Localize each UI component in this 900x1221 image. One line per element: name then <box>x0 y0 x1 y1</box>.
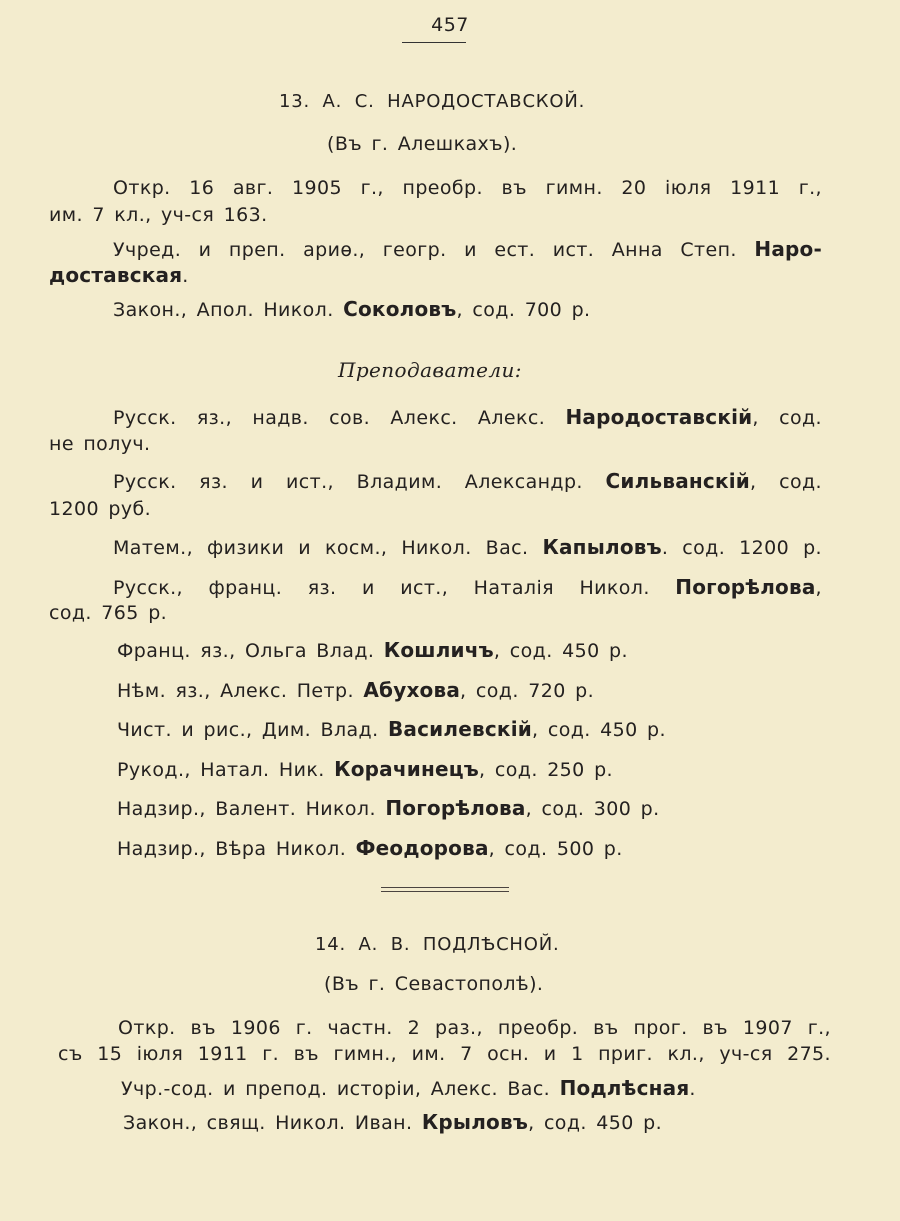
teacher-salary: , сод. 250 р. <box>479 759 614 781</box>
section-14-law-teacher <box>123 1112 662 1133</box>
teacher-salary: , сод. 450 р. <box>531 719 666 741</box>
teacher-name-and-salary <box>675 577 822 599</box>
section-separator <box>381 887 509 895</box>
founder-end: . <box>689 1078 696 1100</box>
law-text: Закон., свящ. Никол. Иван. <box>123 1112 413 1134</box>
teacher-salary: , <box>815 577 822 599</box>
teachers-heading: Преподаватели: <box>338 358 522 382</box>
founder-name-part-1: Наро- <box>754 237 822 261</box>
page-number: 457 <box>431 14 469 36</box>
teacher-row <box>113 577 822 598</box>
founder-name: Подлѣсная <box>559 1076 690 1100</box>
section-13-law-teacher <box>113 299 591 320</box>
section-14-opened-line-2: съ 15 іюля 1911 г. въ гимн., им. 7 осн. и 1 приг. кл., уч-ся 275. <box>58 1043 831 1065</box>
teacher-subject: Русск., франц. яз. и ист., Наталія Никол. <box>113 577 650 599</box>
teacher-row-continuation: 1200 руб. <box>49 498 152 520</box>
teacher-name: Феодорова <box>355 836 489 860</box>
section-13-location: (Въ г. Алешкахъ). <box>327 133 518 155</box>
teacher-row <box>117 838 623 859</box>
teacher-subject: Матем., физики и косм., Никол. Вас. <box>113 537 529 559</box>
law-salary: , сод. 450 р. <box>528 1112 663 1134</box>
founder-name-part-2: доставская <box>49 263 183 287</box>
founder-text: Учр.-сод. и препод. исторіи, Алекс. Вас. <box>121 1078 551 1100</box>
law-salary: , сод. 700 р. <box>456 299 591 321</box>
teacher-name-and-salary <box>542 537 822 559</box>
section-13-opened-line-2: им. 7 кл., уч-ся 163. <box>49 204 268 226</box>
teacher-subject: Надзир., Валент. Никол. <box>117 798 376 820</box>
law-teacher-name: Крыловъ <box>421 1110 529 1134</box>
law-teacher-name: Соколовъ <box>343 297 457 321</box>
section-13-founder-line-1 <box>113 239 822 260</box>
teacher-salary: , сод. 500 р. <box>488 838 623 860</box>
law-text: Закон., Апол. Никол. <box>113 299 334 321</box>
section-14-opened-line-1: Откр. въ 1906 г. частн. 2 раз., преобр. въ прог. въ 1907 г., <box>118 1017 831 1039</box>
teacher-subject: Франц. яз., Ольга Влад. <box>117 640 375 662</box>
section-14-title: 14. А. В. ПОДЛѢСНОЙ. <box>315 934 560 955</box>
section-13-founder-line-2 <box>49 265 189 286</box>
teacher-name: Капыловъ <box>542 535 662 559</box>
teacher-row <box>113 407 822 428</box>
section-14-location: (Въ г. Севастополѣ). <box>324 973 544 995</box>
teacher-name: Кошличъ <box>383 638 494 662</box>
teacher-salary: , сод. 720 р. <box>460 680 595 702</box>
teacher-row-continuation: не получ. <box>49 433 151 455</box>
teacher-name: Абухова <box>363 678 461 702</box>
teacher-subject: Русск. яз. и ист., Владим. Александр. <box>113 471 583 493</box>
teacher-salary: , сод. 300 р. <box>525 798 660 820</box>
teacher-salary: , сод. <box>750 471 822 493</box>
teacher-row <box>113 471 822 492</box>
founder-text: Учред. и преп. ариѳ., геогр. и ест. ист. Анна Степ. <box>113 239 737 261</box>
teacher-row-continuation: сод. 765 р. <box>49 602 168 624</box>
section-14-founder <box>121 1078 696 1099</box>
teacher-name: Сильванскій <box>605 469 751 493</box>
section-13-opened-line-1: Откр. 16 авг. 1905 г., преобр. въ гимн. 20 іюля 1911 г., <box>113 177 822 199</box>
teacher-row <box>117 680 594 701</box>
teacher-subject: Надзир., Вѣра Никол. <box>117 838 347 860</box>
teacher-subject: Чист. и рис., Дим. Влад. <box>117 719 379 741</box>
teacher-name: Корачинецъ <box>334 757 480 781</box>
teacher-name: Погорѣлова <box>385 796 526 820</box>
teacher-name: Василевскій <box>387 717 532 741</box>
teacher-row <box>117 798 660 819</box>
teacher-subject: Рукод., Натал. Ник. <box>117 759 325 781</box>
page-number-rule <box>402 42 466 43</box>
teacher-salary: . сод. 1200 р. <box>661 537 822 559</box>
teacher-row <box>113 537 822 558</box>
teacher-subject: Нѣм. яз., Алекс. Петр. <box>117 680 354 702</box>
teacher-name: Погорѣлова <box>675 575 816 599</box>
teacher-salary: , сод. 450 р. <box>493 640 628 662</box>
founder-end: . <box>182 265 189 287</box>
teacher-row <box>117 640 628 661</box>
teacher-salary: , сод. <box>752 407 822 429</box>
teacher-row <box>117 759 613 780</box>
teacher-subject: Русск. яз., надв. сов. Алекс. Алекс. <box>113 407 546 429</box>
teacher-name: Народоставскій <box>565 405 753 429</box>
teacher-row <box>117 719 666 740</box>
section-13-title: 13. А. С. НАРОДОСТАВСКОЙ. <box>279 91 586 112</box>
